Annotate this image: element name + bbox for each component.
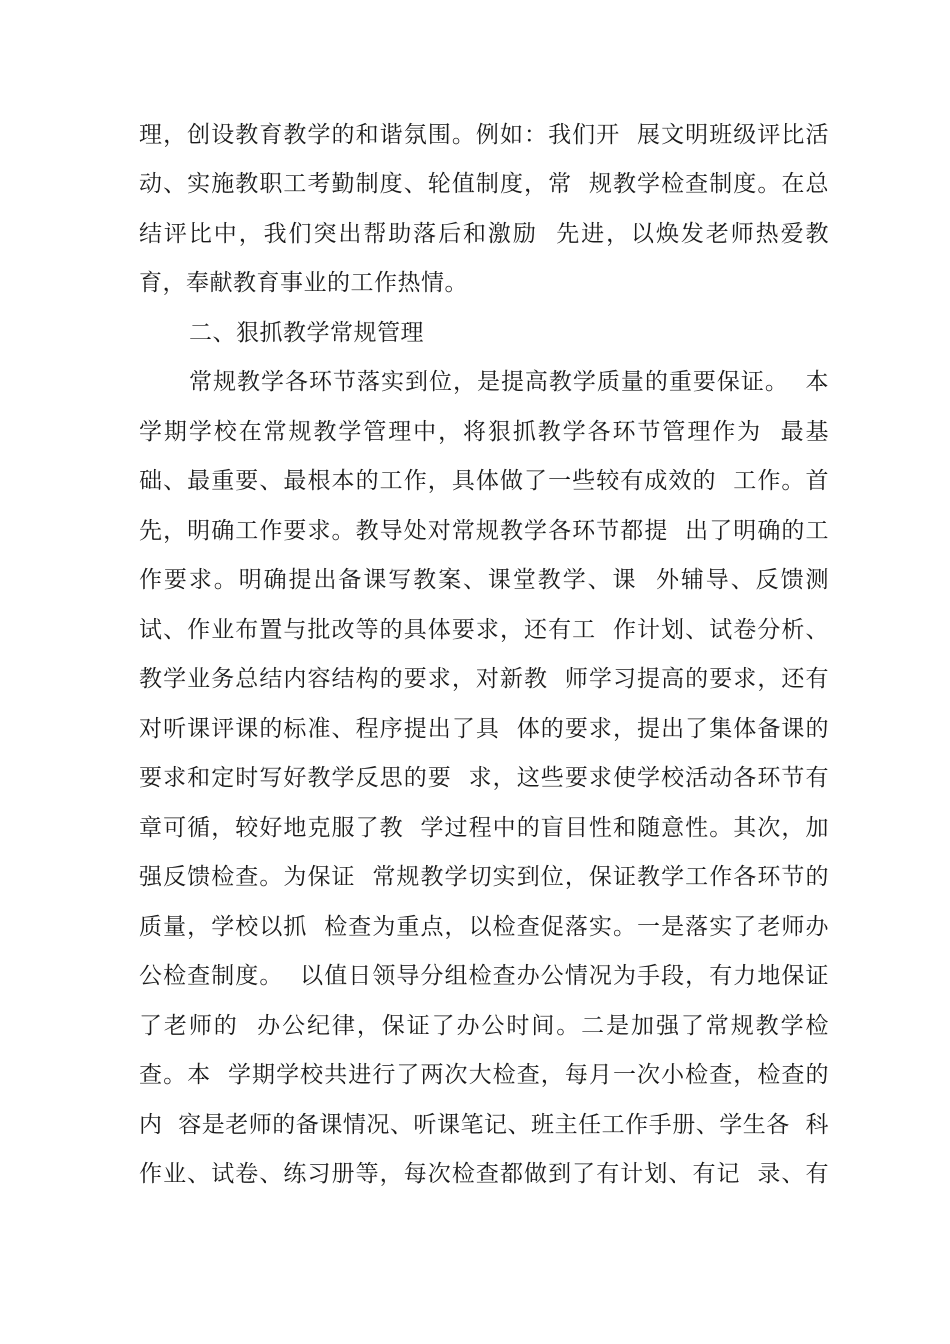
- paragraph-line: 学期学校在常规教学管理中，将狠抓教学各环节管理作为 最基: [139, 419, 829, 445]
- paragraph-line: 先，明确工作要求。教导处对常规教学各环节都提 出了明确的工: [139, 518, 829, 544]
- paragraph-line: 查。本 学期学校共进行了两次大检查，每月一次小检查，检查的: [139, 1062, 829, 1088]
- paragraph-line: 公检查制度。 以值日领导分组检查办公情况为手段，有力地保证: [139, 963, 829, 989]
- paragraph-line: 理，创设教育教学的和谐氛围。例如：我们开 展文明班级评比活: [139, 122, 829, 148]
- section-heading: 二、狠抓教学常规管理: [189, 320, 424, 346]
- paragraph-line: 作业、试卷、练习册等，每次检查都做到了有计划、有记 录、有: [139, 1161, 829, 1187]
- paragraph-line: 要求和定时写好教学反思的要 求，这些要求使学校活动各环节有: [139, 765, 829, 791]
- paragraph-line: 章可循，较好地克服了教 学过程中的盲目性和随意性。其次，加: [139, 815, 829, 841]
- paragraph-line: 强反馈检查。为保证 常规教学切实到位，保证教学工作各环节的: [139, 864, 829, 890]
- paragraph-line: 了老师的 办公纪律，保证了办公时间。二是加强了常规教学检: [139, 1013, 829, 1039]
- paragraph-line: 结评比中，我们突出帮助落后和激励 先进，以焕发老师热爱教: [139, 221, 829, 247]
- paragraph-line: 内 容是老师的备课情况、听课笔记、班主任工作手册、学生各 科: [139, 1112, 829, 1138]
- paragraph-line: 常规教学各环节落实到位，是提高教学质量的重要保证。 本: [189, 369, 829, 395]
- paragraph-line: 教学业务总结内容结构的要求，对新教 师学习提高的要求，还有: [139, 666, 829, 692]
- paragraph-line: 础、最重要、最根本的工作，具体做了一些较有成效的 工作。首: [139, 468, 829, 494]
- paragraph-line: 对听课评课的标准、程序提出了具 体的要求，提出了集体备课的: [139, 716, 829, 742]
- paragraph-line: 质量，学校以抓 检查为重点，以检查促落实。一是落实了老师办: [139, 914, 829, 940]
- paragraph-line: 育，奉献教育事业的工作热情。: [139, 270, 468, 296]
- paragraph-line: 作要求。明确提出备课写教案、课堂教学、课 外辅导、反馈测: [139, 567, 829, 593]
- paragraph-line: 试、作业布置与批改等的具体要求，还有工 作计划、试卷分析、: [139, 617, 829, 643]
- paragraph-line: 动、实施教职工考勤制度、轮值制度，常 规教学检查制度。在总: [139, 171, 829, 197]
